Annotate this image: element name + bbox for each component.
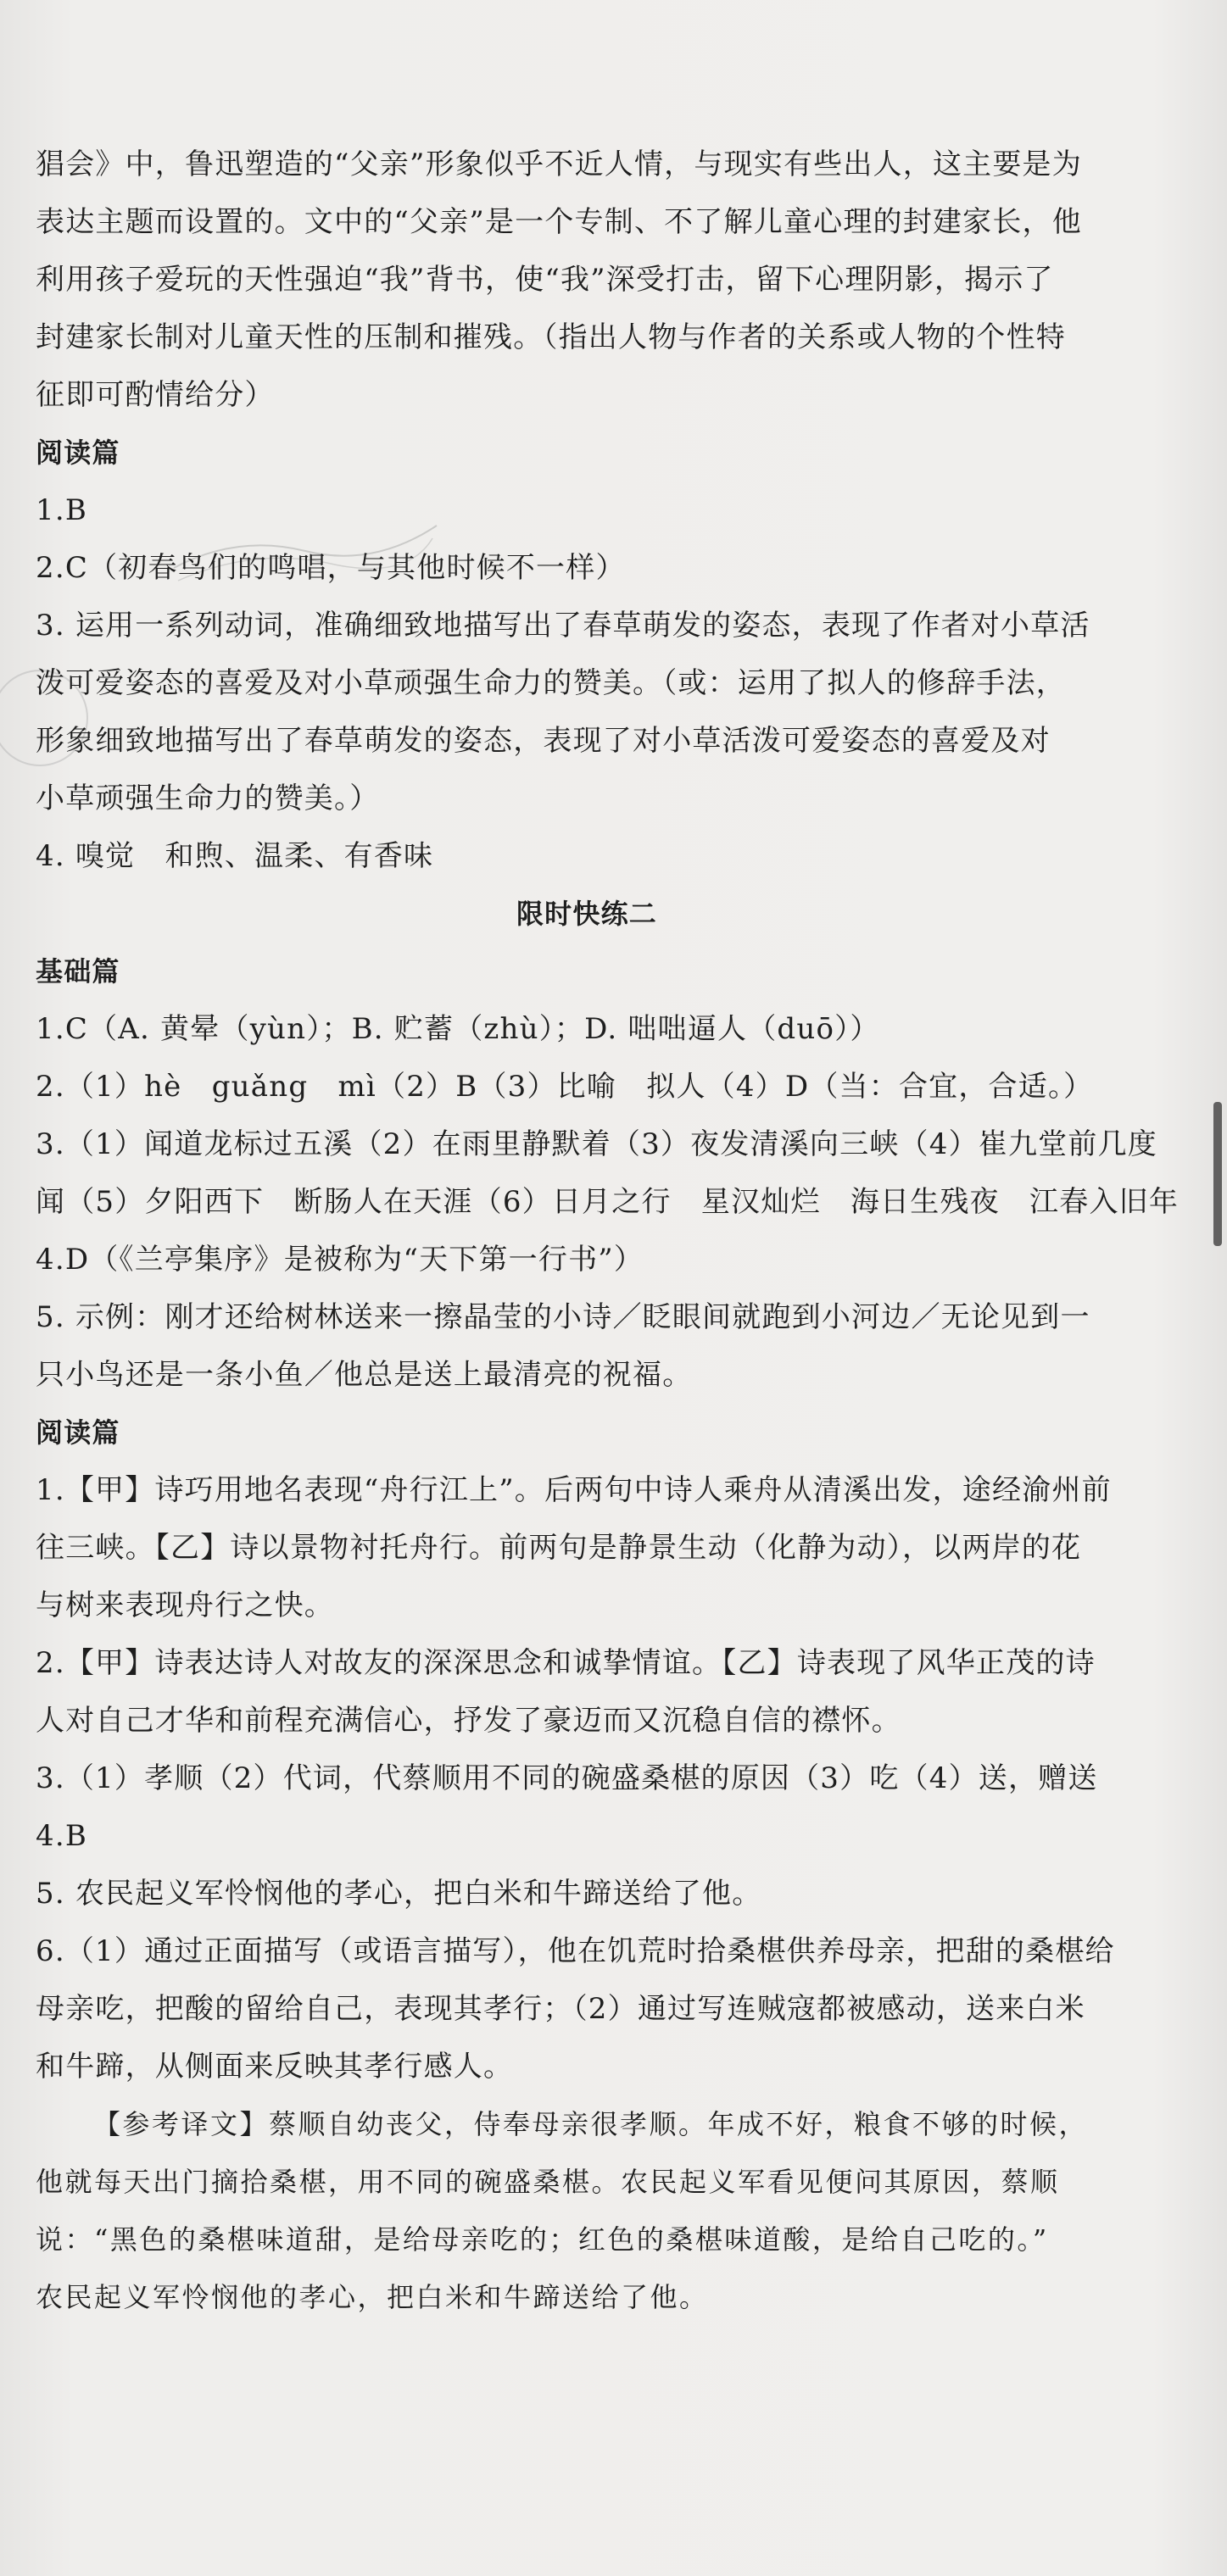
answer-line: 利用孩子爱玩的天性强迫“我”背书，使“我”深受打击，留下心理阴影，揭示了 <box>36 263 1054 297</box>
answer-line: 闻（5）夕阳西下 断肠人在天涯（6）日月之行 星汉灿烂 海日生残夜 江春入旧年 <box>36 1185 1180 1219</box>
answer-line: 6.（1）通过正面描写（或语言描写），他在饥荒时拾桑椹供养母亲，把甜的桑椹给 <box>36 1934 1115 1968</box>
answer-line: 人对自己才华和前程充满信心，抒发了豪迈而又沉稳自信的襟怀。 <box>36 1704 901 1738</box>
translation-line: 【参考译文】蔡顺自幼丧父，侍奉母亲很孝顺。年成不好，粮食不够的时候， <box>93 2108 1089 2140</box>
answer-line: 封建家长制对儿童天性的压制和摧残。（指出人物与作者的关系或人物的个性特 <box>36 320 1066 354</box>
answer-line: 4.D（《兰亭集序》是被称为“天下第一行书”） <box>36 1243 644 1277</box>
answer-line: 1.【甲】诗巧用地名表现“舟行江上”。后两句中诗人乘舟从清溪出发，途经渝州前 <box>36 1473 1112 1507</box>
answer-line: 4.B <box>36 1819 88 1853</box>
answer-line: 猖会》中，鲁迅塑造的“父亲”形象似乎不近人情，与现实有些出人，这主要是为 <box>36 147 1082 181</box>
section-heading: 基础篇 <box>36 955 120 988</box>
section-heading: 阅读篇 <box>36 1416 120 1449</box>
answer-line: 小草顽强生命力的赞美。） <box>36 782 380 815</box>
answer-line: 往三峡。【乙】诗以景物衬托舟行。前两句是静景生动（化静为动），以两岸的花 <box>36 1531 1082 1565</box>
translation-line: 说：“黑色的桑椹味道甜，是给母亲吃的；红色的桑椹味道酸，是给自己吃的。” <box>36 2223 1049 2256</box>
answer-line: 和牛蹄，从侧面来反映其孝行感人。 <box>36 2050 514 2084</box>
answer-line: 5. 示例：刚才还给树林送来一擦晶莹的小诗／眨眼间就跑到小河边／无论见到一 <box>36 1300 1090 1334</box>
answer-line: 形象细致地描写出了春草萌发的姿态，表现了对小草活泼可爱姿态的喜爱及对 <box>36 724 1051 758</box>
section-heading: 阅读篇 <box>36 437 120 469</box>
answer-line: 4. 嗅觉 和煦、温柔、有香味 <box>36 839 434 873</box>
translation-line: 他就每天出门摘拾桑椹，用不同的碗盛桑椹。农民起义军看见便问其原因，蔡顺 <box>36 2166 1060 2198</box>
translation-line: 农民起义军怜悯他的孝心，把白米和牛蹄送给了他。 <box>36 2281 709 2313</box>
answer-line: 3. 运用一系列动词，准确细致地描写出了春草萌发的姿态，表现了作者对小草活 <box>36 609 1090 643</box>
answer-line: 2.C（初春鸟们的鸣唱，与其他时候不一样） <box>36 551 626 585</box>
binding-edge-mark <box>1213 1102 1222 1246</box>
answer-line: 3.（1）闻道龙标过五溪（2）在雨里静默着（3）夜发清溪向三峡（4）崔九堂前几度 <box>36 1127 1157 1161</box>
answer-line: 1.C（A. 黄晕（yùn）；B. 贮蓄（zhù）；D. 咄咄逼人（duō）） <box>36 1012 880 1046</box>
answer-line: 5. 农民起义军怜悯他的孝心，把白米和牛蹄送给了他。 <box>36 1877 762 1911</box>
answer-line: 表达主题而设置的。文中的“父亲”是一个专制、不了解儿童心理的封建家长，他 <box>36 205 1082 239</box>
answer-line: 只小鸟还是一条小鱼／他总是送上最清亮的祝福。 <box>36 1358 693 1392</box>
answer-line: 征即可酌情给分） <box>36 378 275 412</box>
answer-line: 3.（1）孝顺（2）代词，代蔡顺用不同的碗盛桑椹的原因（3）吃（4）送，赠送 <box>36 1761 1098 1795</box>
answer-line: 母亲吃，把酸的留给自己，表现其孝行；（2）通过写连贼寇都被感动，送来白米 <box>36 1992 1085 2026</box>
answer-text-block <box>36 136 1180 2326</box>
answer-line: 2.（1）hè guǎng mì（2）B（3）比喻 拟人（4）D（当：合宜，合适。） <box>36 1070 1094 1104</box>
answer-line: 2.【甲】诗表达诗人对故友的深深思念和诚挚情谊。【乙】诗表现了风华正茂的诗 <box>36 1646 1096 1680</box>
answer-line: 泼可爱姿态的喜爱及对小草顽强生命力的赞美。（或：运用了拟人的修辞手法， <box>36 666 1066 700</box>
exercise-title: 限时快练二 <box>516 898 657 930</box>
answer-line: 1.B <box>36 493 88 527</box>
answer-line: 与树来表现舟行之快。 <box>36 1588 334 1622</box>
